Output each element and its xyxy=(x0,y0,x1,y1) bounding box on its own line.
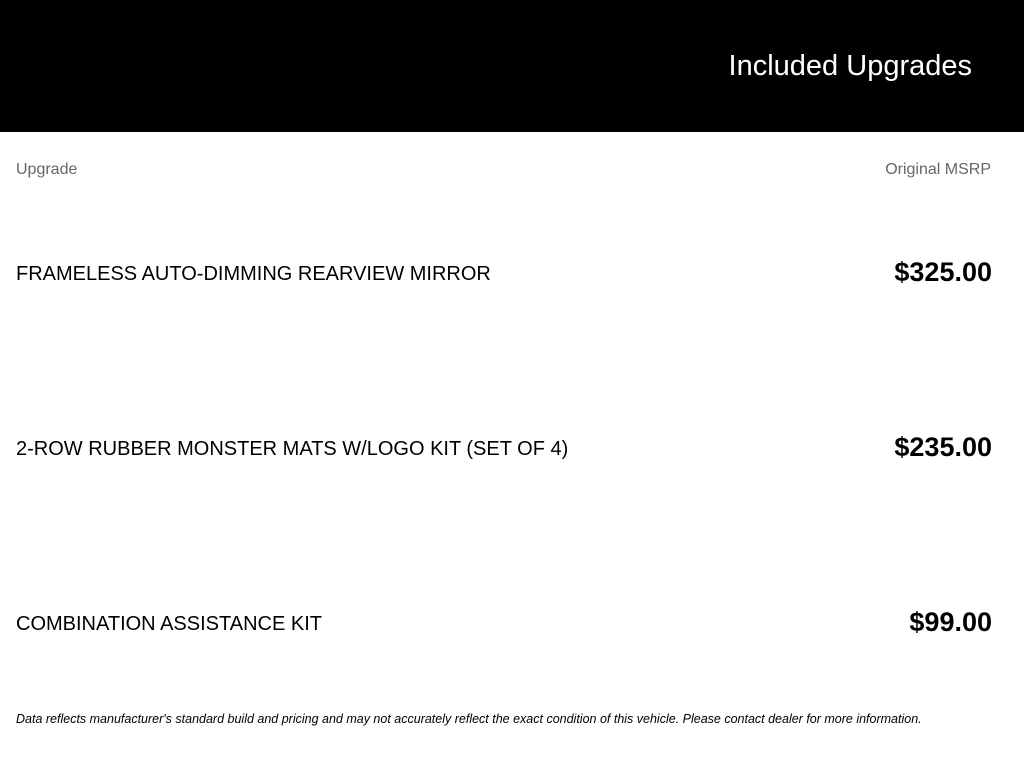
upgrade-price: $235.00 xyxy=(894,432,992,462)
upgrade-price: $99.00 xyxy=(909,607,992,637)
page-title: Included Upgrades xyxy=(728,50,972,82)
upgrade-price: $325.00 xyxy=(894,257,992,287)
upgrade-row xyxy=(16,602,992,642)
disclaimer-text: Data reflects manufacturer's standard build and pricing and may not accurately reflect the exact condition of this vehicle. Please contact dealer for more information. xyxy=(16,712,922,726)
column-header-msrp: Original MSRP xyxy=(885,161,991,178)
upgrade-name: 2-ROW RUBBER MONSTER MATS W/LOGO KIT (SET OF 4) xyxy=(16,438,569,460)
upgrade-row xyxy=(16,252,992,292)
upgrade-name: FRAMELESS AUTO-DIMMING REARVIEW MIRROR xyxy=(16,263,491,285)
upgrade-name: COMBINATION ASSISTANCE KIT xyxy=(16,613,322,635)
upgrade-row xyxy=(16,427,992,467)
column-header-upgrade: Upgrade xyxy=(16,161,78,178)
header-banner xyxy=(0,0,1024,132)
